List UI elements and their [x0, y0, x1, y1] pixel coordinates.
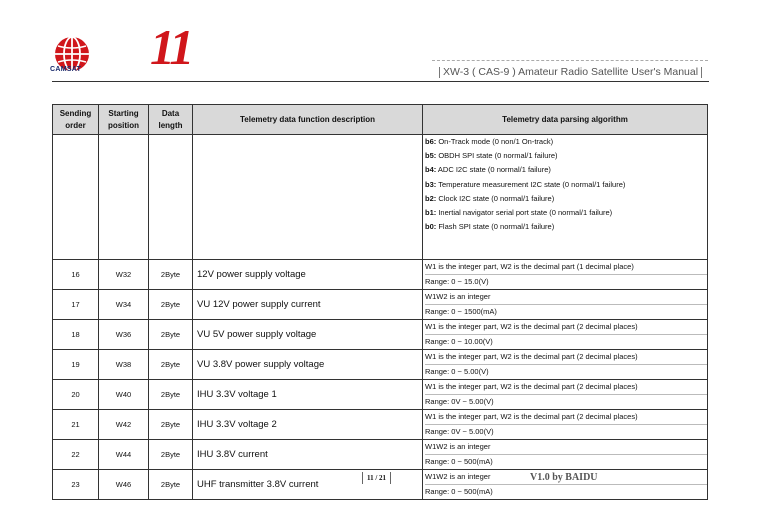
function-description-cell: 12V power supply voltage — [193, 260, 423, 290]
function-description-cell: IHU 3.3V voltage 1 — [193, 380, 423, 410]
manual-title-text: XW-3 ( CAS-9 ) Amateur Radio Satellite User's Manual — [443, 66, 699, 78]
table-row — [53, 350, 708, 380]
header-data-length: Data length — [149, 105, 193, 135]
table-row — [53, 440, 708, 470]
parsing-algorithm-cell: W1W2 is an integer Range: 0 ~ 500(mA) — [423, 470, 708, 500]
header-rule — [52, 81, 709, 82]
starting-position-cell: W38 — [99, 350, 149, 380]
parsing-algorithm-cell: W1 is the integer part, W2 is the decimal part (2 decimal places) Range: 0 ~ 5.00(V) — [423, 350, 708, 380]
table-row — [53, 320, 708, 350]
function-description-cell: VU 3.8V power supply voltage — [193, 350, 423, 380]
table-row — [53, 410, 708, 440]
header-function-description: Telemetry data function description — [193, 105, 423, 135]
header-parsing-algorithm: Telemetry data parsing algorithm — [423, 105, 708, 135]
manual-title — [436, 66, 705, 78]
starting-position-cell: W34 — [99, 290, 149, 320]
table-header-row — [53, 105, 708, 135]
data-length-cell: 2Byte — [149, 470, 193, 500]
sending-order-cell: 16 — [53, 260, 99, 290]
status-bit-line: b0: Flash SPI state (0 normal/1 failure) — [425, 222, 555, 232]
starting-position-cell: W44 — [99, 440, 149, 470]
header-starting-position: Starting position — [99, 105, 149, 135]
data-length-cell: 2Byte — [149, 380, 193, 410]
telemetry-table — [52, 104, 708, 500]
sending-order-cell: 17 — [53, 290, 99, 320]
sending-order-cell: 21 — [53, 410, 99, 440]
status-bits-row — [53, 135, 708, 260]
starting-position-cell: W36 — [99, 320, 149, 350]
status-bits-cell — [423, 135, 708, 260]
sending-order-cell: 20 — [53, 380, 99, 410]
data-length-cell: 2Byte — [149, 350, 193, 380]
parsing-algorithm-cell: W1W2 is an integer Range: 0 ~ 500(mA) — [423, 440, 708, 470]
table-row — [53, 380, 708, 410]
starting-position-cell: W42 — [99, 410, 149, 440]
status-bit-line: b5: OBDH SPI state (0 normal/1 failure) — [425, 151, 558, 161]
starting-position-cell: W46 — [99, 470, 149, 500]
parsing-algorithm-cell: W1 is the integer part, W2 is the decimal part (2 decimal places) Range: 0V ~ 5.00(V) — [423, 410, 708, 440]
sending-order-cell: 18 — [53, 320, 99, 350]
title-dash-rule — [432, 60, 708, 61]
status-bit-line: b1: Inertial navigator serial port state (0 normal/1 failure) — [425, 207, 613, 217]
sending-order-cell: 23 — [53, 470, 99, 500]
sending-order-cell: 22 — [53, 440, 99, 470]
function-description-cell: VU 5V power supply voltage — [193, 320, 423, 350]
function-description-cell: IHU 3.8V current — [193, 440, 423, 470]
sending-order-cell: 19 — [53, 350, 99, 380]
data-length-cell: 2Byte — [149, 440, 193, 470]
status-bit-line: b2: Clock I2C state (0 normal/1 failure) — [425, 193, 555, 203]
parsing-algorithm-cell: W1W2 is an integer Range: 0 ~ 1500(mA) — [423, 290, 708, 320]
function-description-cell: VU 12V power supply current — [193, 290, 423, 320]
data-length-cell: 2Byte — [149, 320, 193, 350]
table-row — [53, 290, 708, 320]
status-bit-line: b6: On-Track mode (0 non/1 On-track) — [425, 137, 554, 146]
starting-position-cell: W32 — [99, 260, 149, 290]
starting-position-cell: W40 — [99, 380, 149, 410]
page-number: 11 / 21 — [362, 472, 391, 484]
data-length-cell: 2Byte — [149, 260, 193, 290]
function-description-cell: IHU 3.3V voltage 2 — [193, 410, 423, 440]
parsing-algorithm-cell: W1 is the integer part, W2 is the decimal part (2 decimal places) Range: 0V ~ 5.00(V) — [423, 380, 708, 410]
data-length-cell: 2Byte — [149, 410, 193, 440]
parsing-algorithm-cell: W1 is the integer part, W2 is the decimal part (1 decimal place) Range: 0 ~ 15.0(V) — [423, 260, 708, 290]
status-bit-line: b4: ADC I2C state (0 normal/1 failure) — [425, 165, 551, 175]
data-length-cell: 2Byte — [149, 290, 193, 320]
header-sending-order: Sending order — [53, 105, 99, 135]
table-row — [53, 260, 708, 290]
status-bit-line: b3: Temperature measurement I2C state (0 normal/1 failure) — [425, 179, 626, 189]
parsing-algorithm-cell: W1 is the integer part, W2 is the decimal part (2 decimal places) Range: 0 ~ 10.00(V) — [423, 320, 708, 350]
chapter-number: 11 — [150, 19, 192, 75]
version-label: V1.0 by BAIDU — [530, 472, 598, 483]
function-description-cell: UHF transmitter 3.8V current — [193, 470, 423, 500]
logo-text: CAMSAT — [50, 66, 82, 73]
